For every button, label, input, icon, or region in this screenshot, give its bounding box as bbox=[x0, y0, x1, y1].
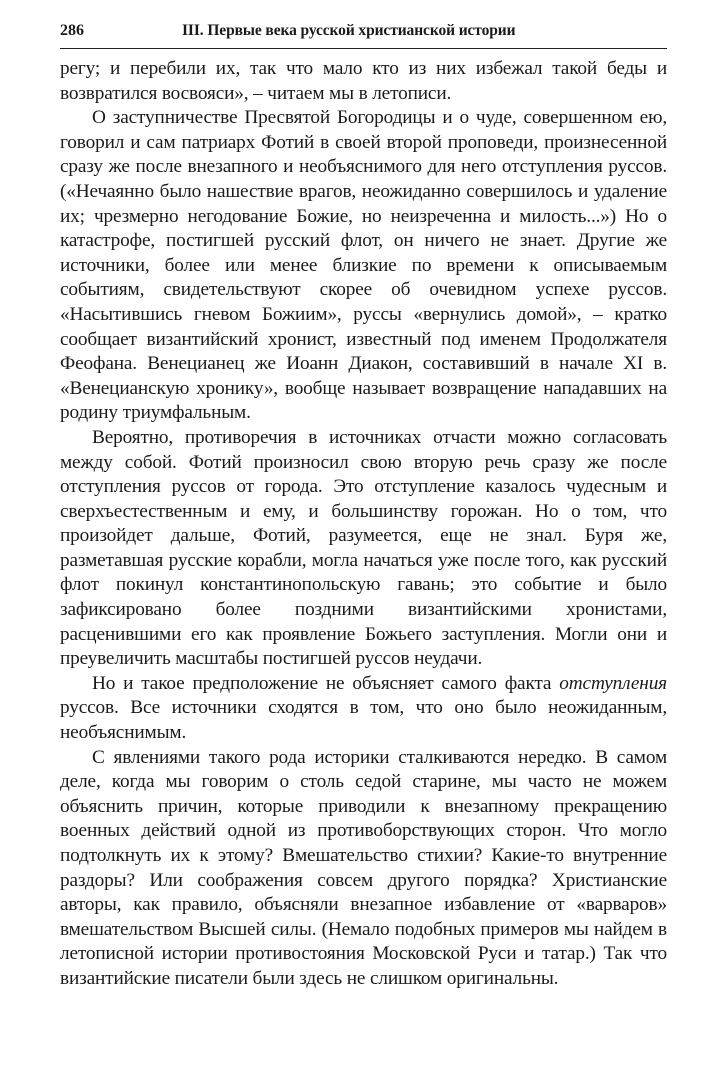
page-header bbox=[60, 22, 667, 49]
paragraph-continuation: регу; и перебили их, так что мало кто из них избежал такой беды и возвратился восвояси», – читаем мы в летописи. bbox=[60, 58, 667, 104]
page-number: 286 bbox=[60, 22, 84, 39]
paragraph-text: Но и такое предположение не объясняет самого факта bbox=[92, 672, 560, 694]
paragraph: С явлениями такого рода историки сталкиваются нередко. В самом деле, когда мы говорим о столь седой старине, мы часто не можем объяснить причин, которые приводили к внезапному прекращению военных действий одной из противоборствующих сторон. Что могло подтолкнуть их к этому? Вмешательство стихии? Какие-то внутренние раздоры? Или соображения совсем другого порядка? Христианские авторы, как правило, объясняли внезапное избавление от «варваров» вмешательством Высшей силы. (Немало подобных примеров мы найдем в летописной истории противостояния Московской Руси и татар.) Так что византийские писатели были здесь не слишком оригинальны. bbox=[60, 746, 667, 989]
book-page bbox=[60, 22, 667, 992]
paragraph bbox=[60, 672, 667, 746]
paragraph: О заступничестве Пресвятой Богородицы и о чуде, совершенном ею, говорил и сам патриарх Фотий в своей второй проповеди, произнесенной сразу же после внезапного и необъяснимого для него отступления руссов. («Нечаянно было нашествие врагов, неожиданно совершилось и удаление их; чрезмерно негодование Божие, но неизреченна и милость...») Но о катастрофе, постигшей русский флот, он ничего не знает. Другие же источники, более или менее близкие по времени к описываемым событиям, свидетельствуют скорее об очевидном успехе руссов. «Насытившись гневом Божиим», руссы «вернулись домой», – кратко сообщает византийский хронист, известный под именем Продолжателя Феофана. Венецианец же Иоанн Диакон, составивший в начале XI в. «Венецианскую хронику», вообще называет возвращение нападавших на родину триумфальным. bbox=[60, 107, 667, 424]
paragraph-text: руссов. Все источники сходятся в том, что оно было неожиданным, необъяснимым. bbox=[60, 697, 667, 744]
running-head: III. Первые века русской христианской истории bbox=[182, 22, 516, 39]
emphasized-word: отступления bbox=[559, 672, 667, 694]
paragraph: Вероятно, противоречия в источниках отчасти можно согласовать между собой. Фотий произносил свою вторую речь сразу же после отступления руссов от города. Это отступление казалось чудесным и сверхъестественным и ему, и большинству горожан. Но о том, что произойдет дальше, Фотий, разумеется, еще не знал. Буря же, разметавшая русские корабли, могла начаться уже после того, как русский флот покинул константинопольскую гавань; это событие и было зафиксировано более поздними византийскими хронистами, расценившими его как проявление Божьего заступления. Могли они и преувеличить масштабы постигшей руссов неудачи. bbox=[60, 426, 667, 670]
body-text bbox=[60, 57, 667, 992]
